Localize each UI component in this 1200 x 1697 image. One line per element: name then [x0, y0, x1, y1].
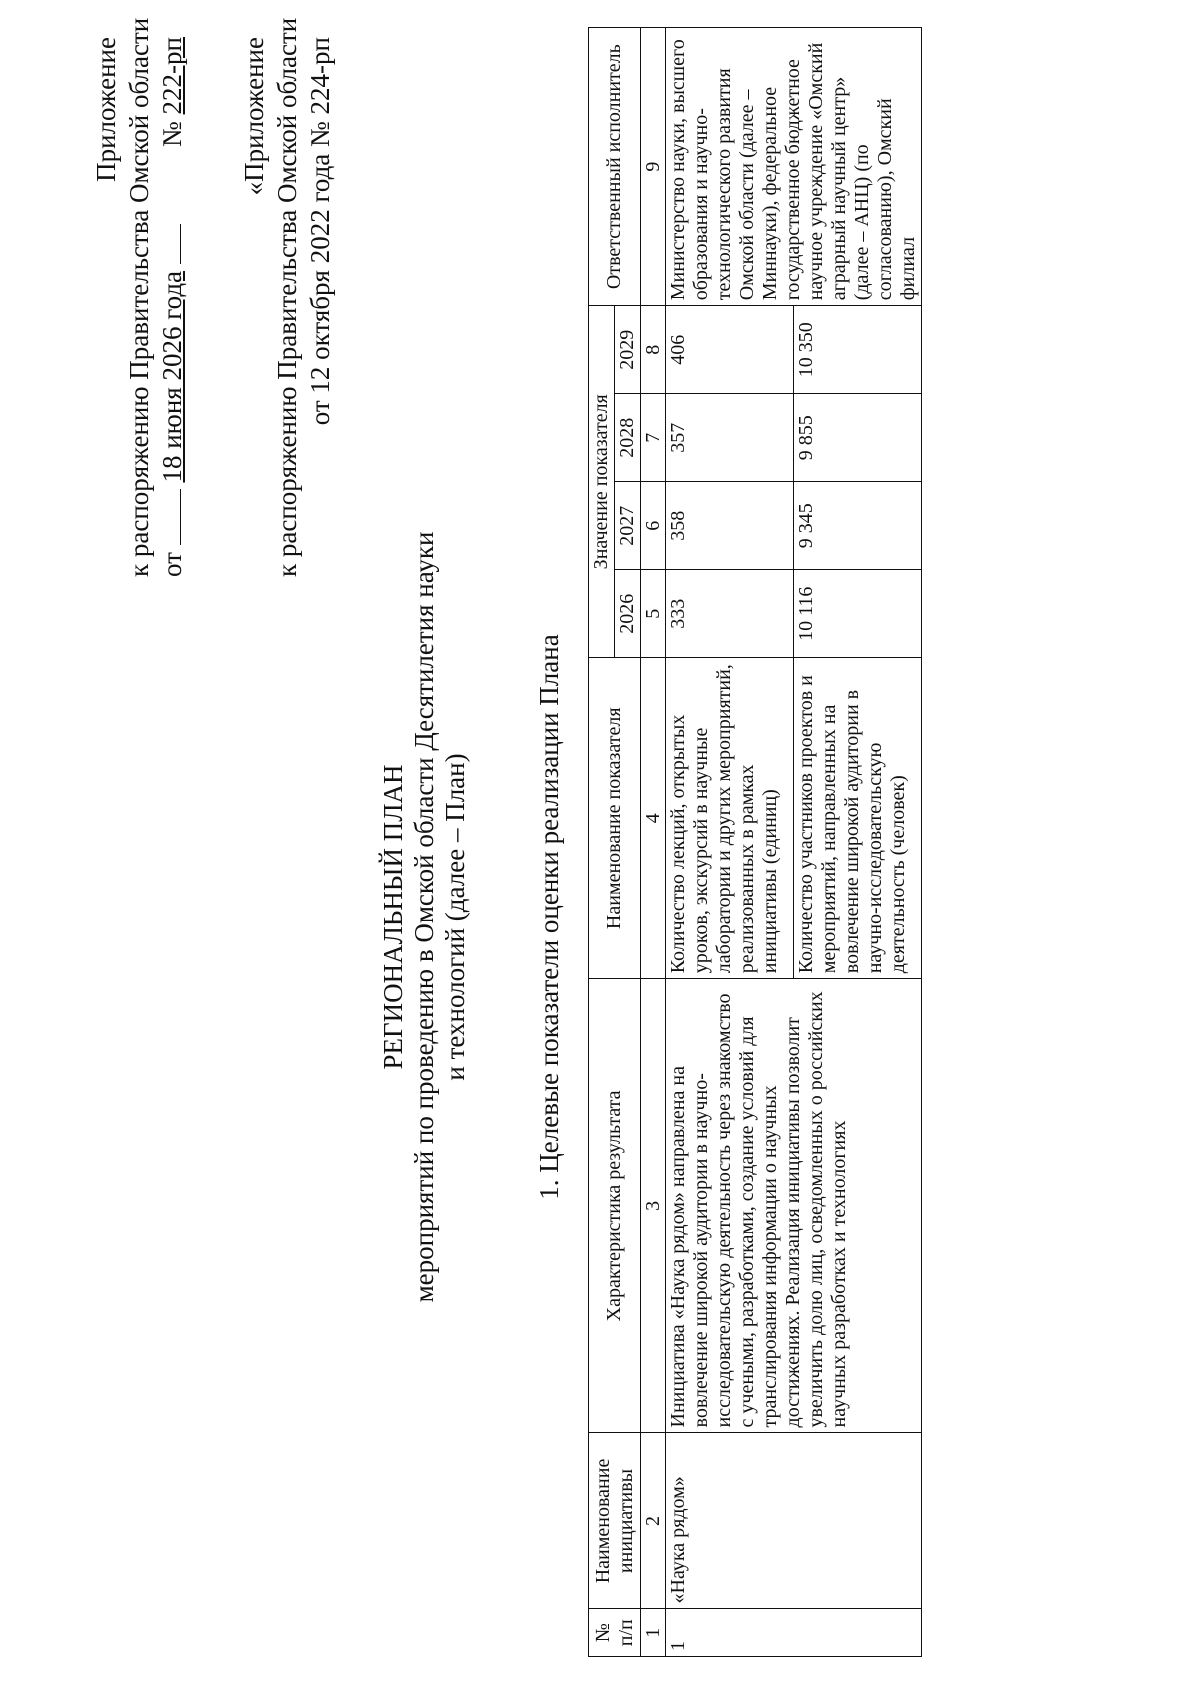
- indicator-value-2029: 10 350: [794, 306, 922, 394]
- number-prefix: №: [157, 121, 187, 147]
- original-order-ref: к распоряжению Правительства Омской области: [272, 17, 302, 577]
- original-appendix-label: «Приложение: [239, 37, 269, 196]
- date-blank: [156, 489, 181, 545]
- header-num: № п/п: [589, 1609, 641, 1657]
- indicator-value-2027: 9 345: [794, 482, 922, 570]
- indicator-value-2027: 358: [666, 482, 794, 570]
- table-row: [666, 28, 794, 1657]
- column-number: 5: [641, 570, 666, 658]
- column-number: 7: [641, 394, 666, 482]
- header-indicator: Наименование показателя: [589, 658, 641, 979]
- header-year-2026: 2026: [615, 570, 641, 658]
- column-number: 8: [641, 306, 666, 394]
- appendix-date-line: [156, 37, 189, 577]
- section-title: 1. Целевые показатели оценки реализации Плана: [534, 634, 564, 1200]
- indicators-table: [588, 27, 922, 1657]
- date-blank-tail: [156, 224, 181, 264]
- header-characteristic: Характеристика результата: [589, 979, 641, 1433]
- header-values-group: Значение показателя: [589, 306, 615, 658]
- row-initiative: «Наука рядом»: [666, 1433, 922, 1609]
- document-title: [378, 297, 471, 1537]
- column-number: 2: [641, 1433, 666, 1609]
- order-date: 18 июня 2026 года: [157, 270, 187, 483]
- column-number: 1: [641, 1609, 666, 1657]
- original-order-date: от 12 октября 2022 года № 224-рп: [305, 37, 335, 426]
- indicator-name: Количество лекций, открытых уроков, экскурсий в научные лаборатории и других мероприятий, реализованных в рамках инициативы (единиц): [666, 658, 794, 979]
- title-line-2: мероприятий по проведению в Омской области Десятилетия науки: [409, 531, 439, 1303]
- column-number: 9: [641, 28, 666, 306]
- header-responsible: Ответственный исполнитель: [589, 28, 641, 306]
- header-initiative: Наименование инициативы: [589, 1433, 641, 1609]
- title-line-1: РЕГИОНАЛЬНЫЙ ПЛАН: [378, 764, 408, 1070]
- column-number: 4: [641, 658, 666, 979]
- indicator-value-2028: 9 855: [794, 394, 922, 482]
- row-responsible: Министерство науки, высшего образования и научно-технологического развития Омской области (далее – Миннауки), федеральное государственное бюджетное научное учреждение «Омский аграрный научный центр» (далее – АНЦ) (по согласованию), Омский филиал: [666, 28, 922, 306]
- indicator-value-2029: 406: [666, 306, 794, 394]
- column-number: 3: [641, 979, 666, 1433]
- indicator-value-2026: 10 116: [794, 570, 922, 658]
- row-num: 1: [666, 1609, 922, 1657]
- header-year-2028: 2028: [615, 394, 641, 482]
- order-number: 222-рп: [157, 37, 187, 115]
- indicator-name: Количество участников проектов и мероприятий, направленных на вовлечение широкой аудитории в научно-исследовательскую деятельность (человек): [794, 658, 922, 979]
- column-number-row: [641, 28, 666, 1657]
- column-number: 6: [641, 482, 666, 570]
- title-line-3: и технологий (далее – План): [440, 753, 470, 1081]
- indicator-value-2026: 333: [666, 570, 794, 658]
- date-prefix: от: [157, 552, 187, 577]
- row-characteristic: Инициатива «Наука рядом» направлена на вовлечение широкой аудитории в научно-исследовательскую деятельность через знакомство с учеными, разработками, создание условий для транслирования информации о научных достижениях. Реализация инициативы позволит увеличить долю лиц, осведомленных о российских научных разработках и технологиях: [666, 979, 922, 1433]
- appendix-label: Приложение: [91, 37, 121, 182]
- appendix-header: [90, 17, 189, 577]
- appendix-order-ref: к распоряжению Правительства Омской области: [124, 17, 154, 577]
- indicator-value-2028: 357: [666, 394, 794, 482]
- header-year-2027: 2027: [615, 482, 641, 570]
- header-year-2029: 2029: [615, 306, 641, 394]
- original-appendix-header: [238, 17, 337, 577]
- table-header-row: [589, 28, 615, 1657]
